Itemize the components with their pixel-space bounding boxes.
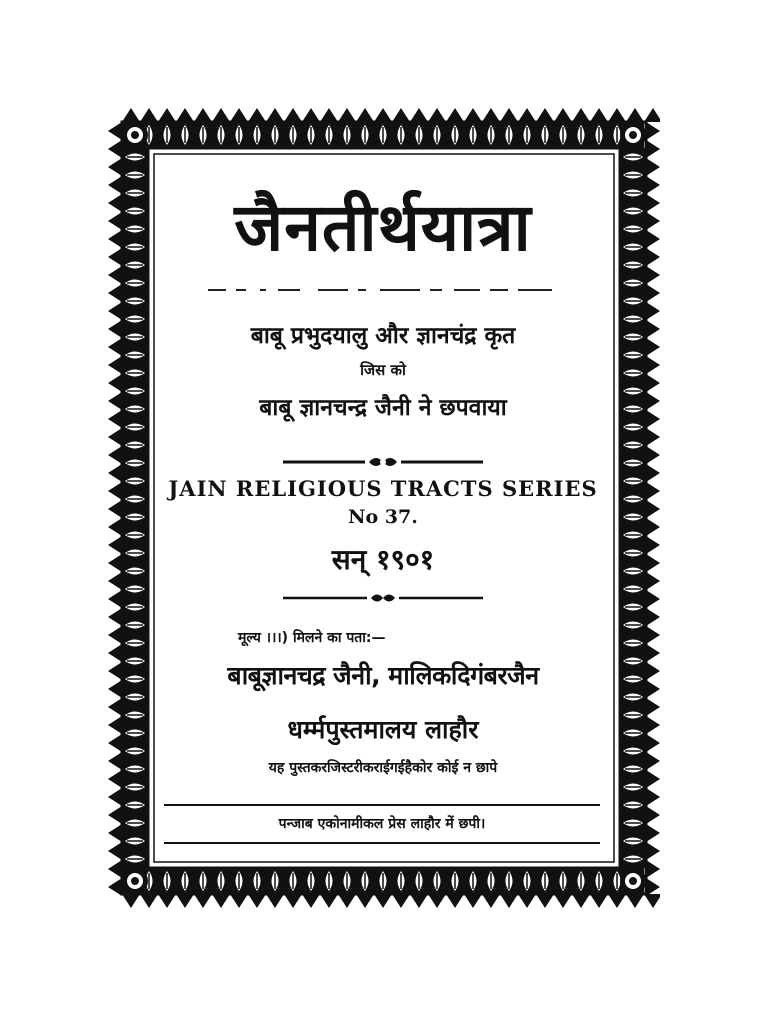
series-title: JAIN RELIGIOUS TRACTS SERIES bbox=[168, 476, 598, 501]
press-box bbox=[164, 804, 600, 844]
floral-divider-icon bbox=[283, 590, 483, 606]
price-line: मूल्य ।।।) मिलने का पता:— bbox=[238, 630, 386, 646]
copyright-notice: यह पुस्तकरजिस्टरीकराईगईहैकोर कोई न छापे bbox=[268, 760, 498, 776]
printed-by-line: बाबू ज्ञानचन्द्र जैनी ने छपवाया bbox=[259, 395, 507, 421]
library-line: धर्म्मपुस्तमालय लाहौर bbox=[287, 715, 479, 744]
series-number: No 37. bbox=[348, 506, 418, 528]
title-block bbox=[158, 158, 608, 866]
author-line: बाबू प्रभुदयालु और ज्ञानचंद्र कृत bbox=[250, 323, 516, 349]
book-title: जैनतीर्थयात्रा bbox=[234, 189, 532, 266]
jis-line: जिस को bbox=[360, 361, 406, 379]
floral-divider-icon bbox=[283, 454, 483, 470]
press-line: पन्जाब एकोनामीकल प्रेस लाहौर में छपी। bbox=[278, 816, 486, 832]
publisher-line: बाबूज्ञानचद्र जैनी, मालिकदिगंबरजैन bbox=[227, 661, 539, 690]
publication-year: सन् १९०१ bbox=[331, 543, 435, 576]
title-underline-icon bbox=[208, 286, 568, 294]
